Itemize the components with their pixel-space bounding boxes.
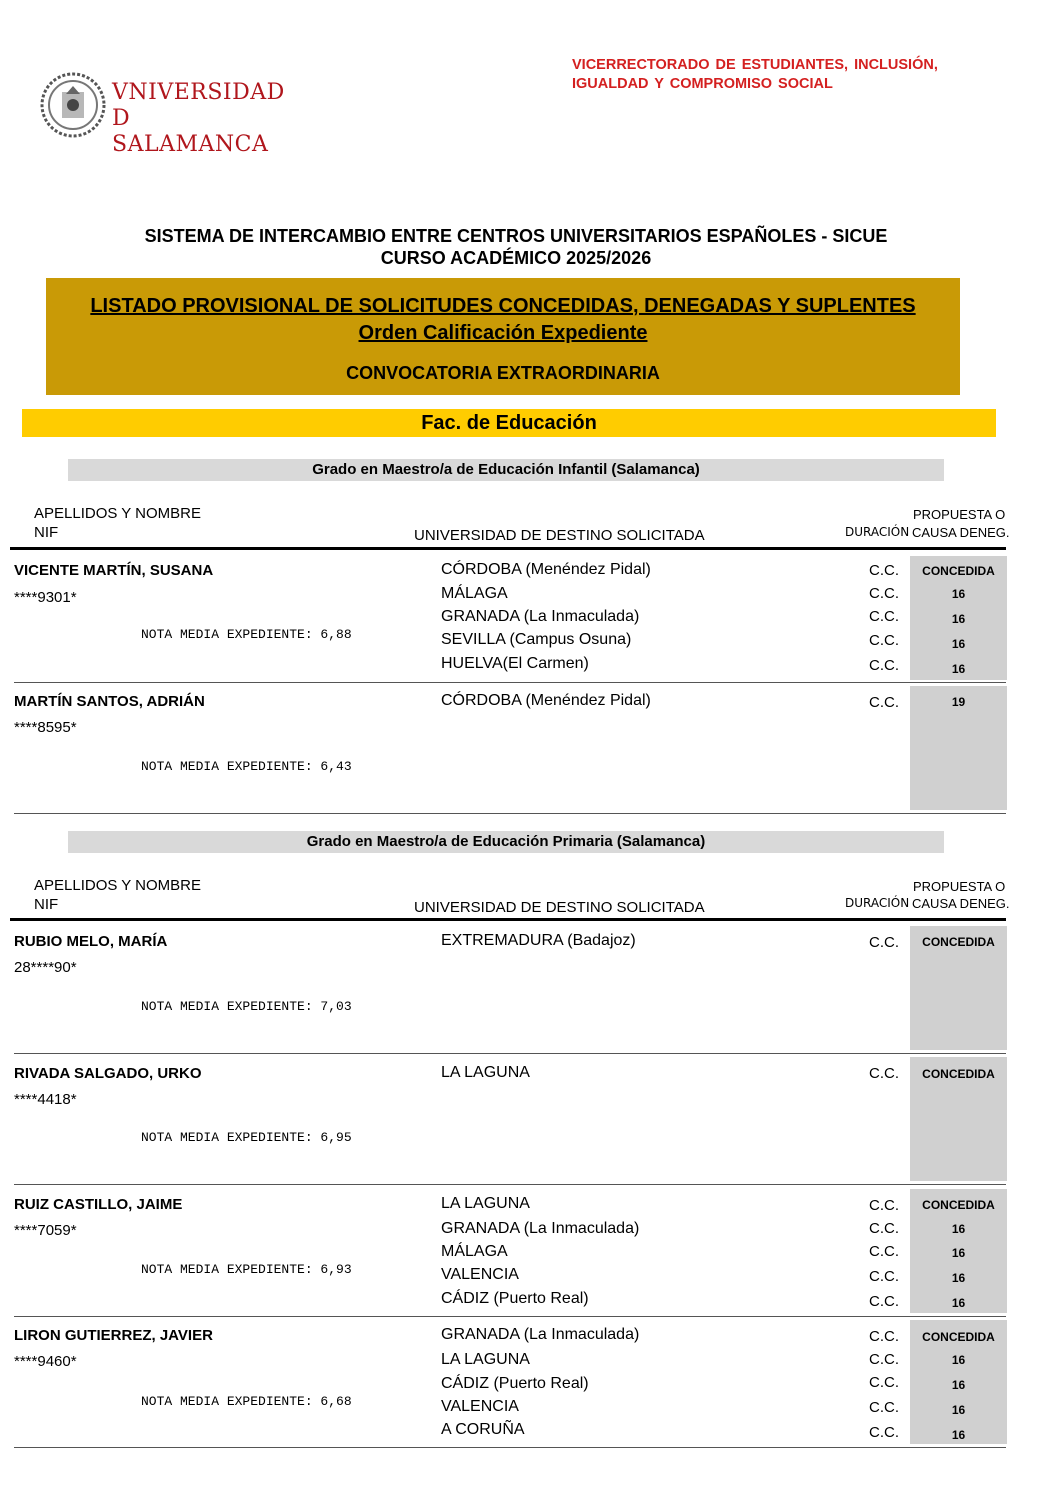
column-duration-header: DURACIÓN bbox=[845, 896, 910, 910]
column-destination-header: UNIVERSIDAD DE DESTINO SOLICITADA bbox=[414, 899, 705, 916]
destination: EXTREMADURA (Badajoz) bbox=[441, 932, 636, 949]
destination: LA LAGUNA bbox=[441, 1195, 530, 1212]
column-nif-header: NIF bbox=[34, 896, 59, 913]
row-separator bbox=[14, 1184, 1006, 1185]
duration: C.C. bbox=[869, 1268, 899, 1285]
row-separator bbox=[14, 813, 1006, 814]
result: 16 bbox=[951, 1428, 966, 1442]
column-proposal-header: PROPUESTA O bbox=[913, 879, 1006, 894]
result: 16 bbox=[951, 1378, 966, 1392]
destination: VALENCIA bbox=[441, 1266, 519, 1283]
student-grade: NOTA MEDIA EXPEDIENTE: 6,95 bbox=[141, 1130, 352, 1145]
faculty-bar: Fac. de Educación bbox=[22, 409, 996, 437]
destination: GRANADA (La Inmaculada) bbox=[441, 1220, 640, 1237]
vicerrectorado-line-2: IGUALDAD Y COMPROMISO SOCIAL bbox=[572, 76, 833, 92]
destination: GRANADA (La Inmaculada) bbox=[441, 608, 640, 625]
student-grade: NOTA MEDIA EXPEDIENTE: 6,88 bbox=[141, 627, 352, 642]
student-name: RUIZ CASTILLO, JAIME bbox=[14, 1196, 183, 1213]
result: 16 bbox=[951, 1246, 966, 1260]
result: 16 bbox=[951, 612, 966, 626]
result: 16 bbox=[951, 662, 966, 676]
duration: C.C. bbox=[869, 934, 899, 951]
student-grade: NOTA MEDIA EXPEDIENTE: 6,68 bbox=[141, 1394, 352, 1409]
column-cause-header: CAUSA DENEG. bbox=[912, 896, 1010, 911]
result: 16 bbox=[951, 1296, 966, 1310]
student-nif: 28****90* bbox=[14, 959, 77, 976]
duration: C.C. bbox=[869, 585, 899, 602]
duration: C.C. bbox=[869, 1243, 899, 1260]
column-cause-header: CAUSA DENEG. bbox=[912, 525, 1010, 540]
student-nif: ****7059* bbox=[14, 1222, 77, 1239]
duration: C.C. bbox=[869, 1065, 899, 1082]
duration: C.C. bbox=[869, 1293, 899, 1310]
result: 19 bbox=[951, 695, 966, 709]
duration: C.C. bbox=[869, 562, 899, 579]
duration: C.C. bbox=[869, 1197, 899, 1214]
destination: HUELVA(El Carmen) bbox=[441, 655, 589, 672]
duration: C.C. bbox=[869, 694, 899, 711]
column-proposal-header: PROPUESTA O bbox=[913, 507, 1006, 522]
student-name: RUBIO MELO, MARÍA bbox=[14, 933, 168, 950]
duration: C.C. bbox=[869, 1374, 899, 1391]
result: 16 bbox=[951, 1271, 966, 1285]
degree-header: Grado en Maestro/a de Educación Infantil (Salamanca) bbox=[68, 459, 944, 481]
student-name: VICENTE MARTÍN, SUSANA bbox=[14, 562, 214, 579]
destination: CÓRDOBA (Menéndez Pidal) bbox=[441, 561, 651, 578]
result: CONCEDIDA bbox=[922, 1067, 995, 1081]
academic-year: CURSO ACADÉMICO 2025/2026 bbox=[380, 248, 652, 268]
row-separator bbox=[14, 1053, 1006, 1054]
result: CONCEDIDA bbox=[922, 564, 995, 578]
duration: C.C. bbox=[869, 608, 899, 625]
listing-banner bbox=[46, 278, 960, 395]
call-type: CONVOCATORIA EXTRAORDINARIA bbox=[346, 363, 660, 383]
destination: LA LAGUNA bbox=[441, 1351, 530, 1368]
vicerrectorado-line-1: VICERRECTORADO DE ESTUDIANTES, INCLUSIÓN, bbox=[572, 57, 938, 73]
listing-order: Orden Calificación Expediente bbox=[358, 322, 648, 344]
destination: CÁDIZ (Puerto Real) bbox=[441, 1375, 589, 1392]
destination: CÁDIZ (Puerto Real) bbox=[441, 1290, 589, 1307]
result: CONCEDIDA bbox=[922, 1198, 995, 1212]
header-rule bbox=[10, 918, 1006, 921]
duration: C.C. bbox=[869, 657, 899, 674]
duration: C.C. bbox=[869, 1220, 899, 1237]
duration: C.C. bbox=[869, 1351, 899, 1368]
wordmark-line-2: D SALAMANCA bbox=[112, 106, 269, 157]
student-grade: NOTA MEDIA EXPEDIENTE: 6,43 bbox=[141, 759, 352, 774]
student-nif: ****9301* bbox=[14, 589, 77, 606]
vicerrectorado-heading bbox=[572, 56, 938, 94]
degree-header: Grado en Maestro/a de Educación Primaria (Salamanca) bbox=[68, 831, 944, 853]
duration: C.C. bbox=[869, 1328, 899, 1345]
result: 16 bbox=[951, 1353, 966, 1367]
column-destination-header: UNIVERSIDAD DE DESTINO SOLICITADA bbox=[414, 527, 705, 544]
row-separator bbox=[14, 682, 1006, 683]
destination: CÓRDOBA (Menéndez Pidal) bbox=[441, 692, 651, 709]
university-logo bbox=[40, 70, 290, 157]
destination: MÁLAGA bbox=[441, 585, 508, 602]
column-name-header: APELLIDOS Y NOMBRE bbox=[34, 505, 202, 522]
wordmark-line-1: VNIVERSIDAD bbox=[112, 80, 285, 105]
student-grade: NOTA MEDIA EXPEDIENTE: 6,93 bbox=[141, 1262, 352, 1277]
student-grade: NOTA MEDIA EXPEDIENTE: 7,03 bbox=[141, 999, 352, 1014]
university-seal-icon bbox=[40, 72, 106, 138]
destination: VALENCIA bbox=[441, 1398, 519, 1415]
result: CONCEDIDA bbox=[922, 1330, 995, 1344]
duration: C.C. bbox=[869, 1399, 899, 1416]
column-duration-header: DURACIÓN bbox=[845, 525, 910, 539]
result: 16 bbox=[951, 1403, 966, 1417]
duration: C.C. bbox=[869, 1424, 899, 1441]
university-wordmark bbox=[112, 80, 290, 158]
destination: SEVILLA (Campus Osuna) bbox=[441, 631, 632, 648]
result: 16 bbox=[951, 587, 966, 601]
student-nif: ****4418* bbox=[14, 1091, 77, 1108]
destination: GRANADA (La Inmaculada) bbox=[441, 1326, 640, 1343]
column-name-header: APELLIDOS Y NOMBRE bbox=[34, 877, 202, 894]
program-title: SISTEMA DE INTERCAMBIO ENTRE CENTROS UNIVERSITARIOS ESPAÑOLES - SICUE bbox=[144, 226, 888, 246]
row-separator bbox=[14, 1447, 1006, 1448]
student-nif: ****9460* bbox=[14, 1353, 77, 1370]
destination: LA LAGUNA bbox=[441, 1064, 530, 1081]
student-name: RIVADA SALGADO, URKO bbox=[14, 1065, 202, 1082]
result: CONCEDIDA bbox=[922, 935, 995, 949]
result: 16 bbox=[951, 637, 966, 651]
student-name: LIRON GUTIERREZ, JAVIER bbox=[14, 1327, 213, 1344]
destination: A CORUÑA bbox=[441, 1421, 525, 1438]
destination: MÁLAGA bbox=[441, 1243, 508, 1260]
column-nif-header: NIF bbox=[34, 524, 59, 541]
duration: C.C. bbox=[869, 632, 899, 649]
row-separator bbox=[14, 1316, 1006, 1317]
student-nif: ****8595* bbox=[14, 719, 77, 736]
student-name: MARTÍN SANTOS, ADRIÁN bbox=[14, 693, 205, 710]
header-rule bbox=[10, 547, 1006, 550]
result: 16 bbox=[951, 1222, 966, 1236]
listing-title: LISTADO PROVISIONAL DE SOLICITUDES CONCEDIDAS, DENEGADAS Y SUPLENTES bbox=[90, 295, 916, 317]
